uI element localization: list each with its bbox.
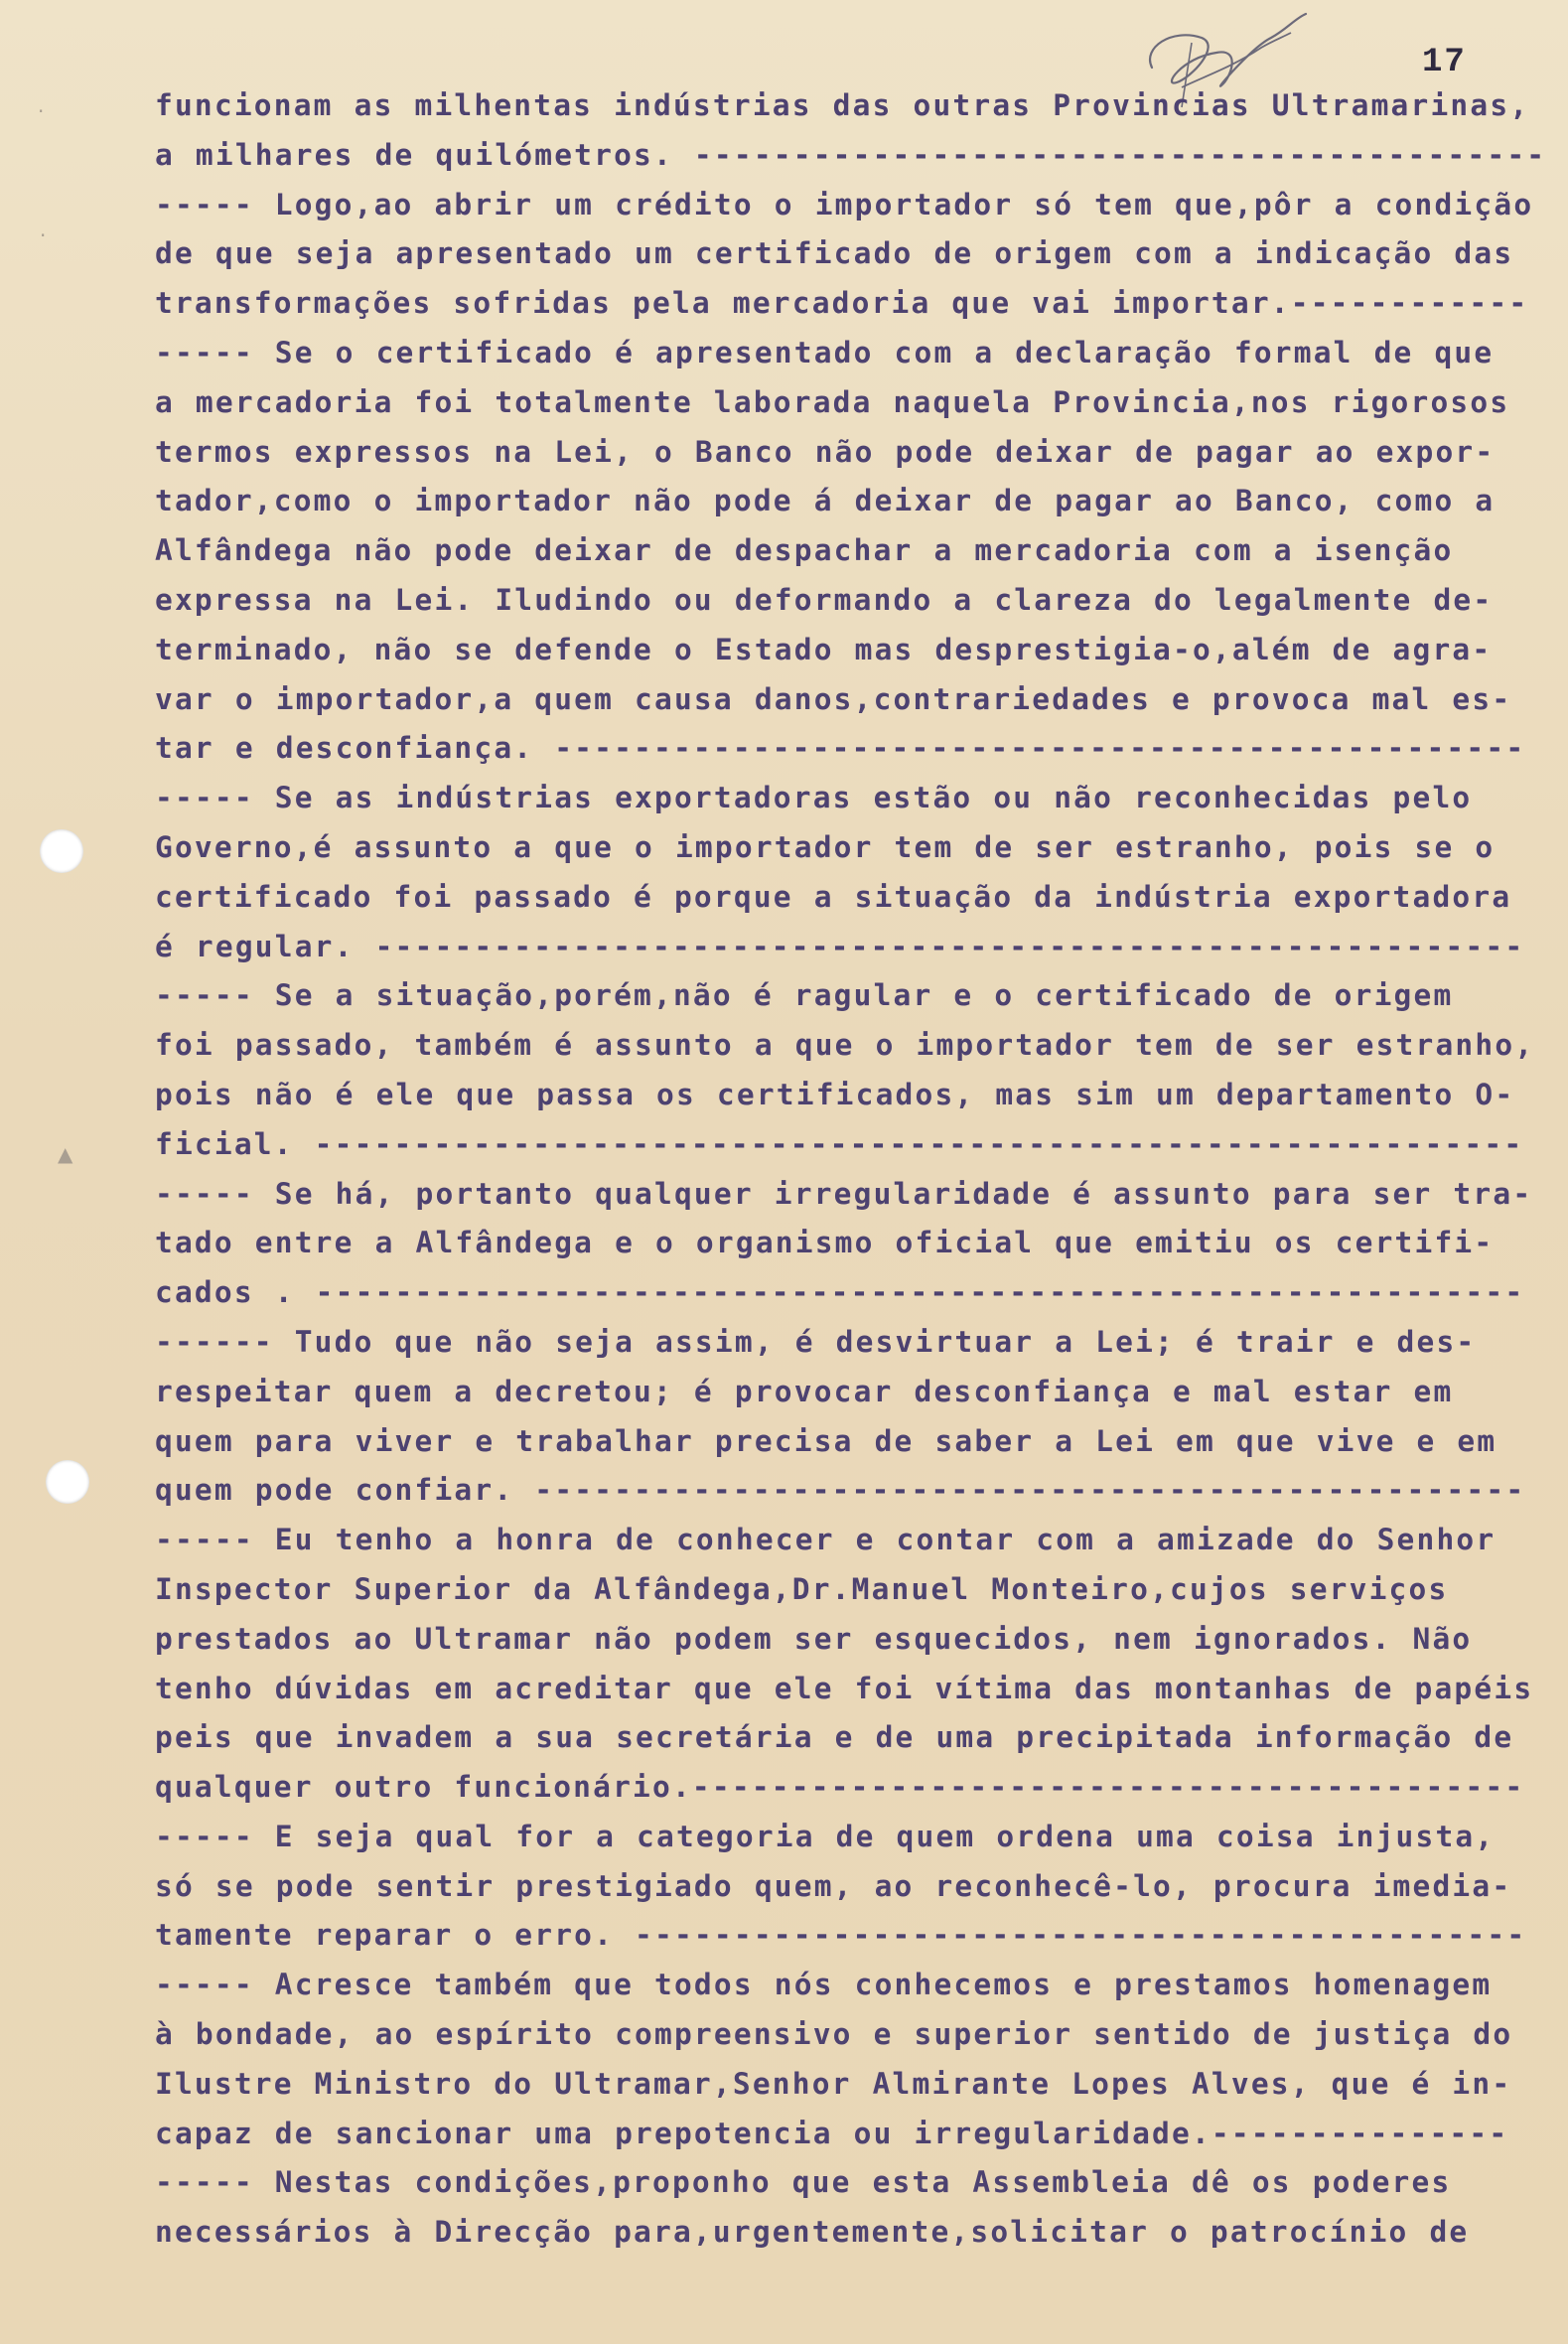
text-line: Ilustre Ministro do Ultramar,Senhor Almirante Lopes Alves, que é in- bbox=[155, 2066, 1512, 2101]
text-line: foi passado, também é assunto a que o importador tem de ser estranho, bbox=[155, 1028, 1535, 1063]
text-line: tenho dúvidas em acreditar que ele foi vítima das montanhas de papéis bbox=[155, 1671, 1534, 1705]
text-line: expressa na Lei. Iludindo ou deformando a clareza do legalmente de- bbox=[155, 582, 1494, 617]
text-line: ----- Nestas condições,proponho que esta Assembleia dê os poderes bbox=[155, 2165, 1452, 2200]
punch-hole-bottom bbox=[46, 1460, 89, 1504]
text-line: a mercadoria foi totalmente laborada naquela Provincia,nos rigorosos bbox=[155, 384, 1510, 419]
punch-hole-top bbox=[40, 829, 83, 873]
document-body bbox=[155, 81, 1563, 2258]
text-line: ----- Se há, portanto qualquer irregularidade é assunto para ser tra- bbox=[155, 1176, 1533, 1211]
text-line: de que seja apresentado um certificado de origem com a indicação das bbox=[155, 236, 1514, 271]
text-line: a milhares de quilómetros. ------------------------------------------- bbox=[155, 137, 1547, 172]
text-line: só se pode sentir prestigiado quem, ao reconhecê-lo, procura imedia- bbox=[155, 1868, 1512, 1903]
text-line: quem pode confiar. -------------------------------------------------- bbox=[155, 1473, 1526, 1508]
text-line: prestados ao Ultramar não podem ser esquecidos, nem ignorados. Não bbox=[155, 1621, 1473, 1656]
text-line: termos expressos na Lei, o Banco não pode deixar de pagar ao expor- bbox=[155, 434, 1496, 469]
text-line: capaz de sancionar uma prepotencia ou irregularidade.--------------- bbox=[155, 2116, 1509, 2150]
text-line: pois não é ele que passa os certificados, mas sim um departamento O- bbox=[155, 1077, 1515, 1111]
text-line: Alfândega não pode deixar de despachar a mercadoria com a isenção bbox=[155, 533, 1454, 568]
margin-mark: · bbox=[38, 99, 45, 123]
text-line: cados . ------------------------------------------------------------- bbox=[155, 1275, 1525, 1310]
text-line: é regular. ---------------------------------------------------------- bbox=[155, 929, 1525, 963]
text-line: tamente reparar o erro. --------------------------------------------- bbox=[155, 1918, 1527, 1953]
text-line: terminado, não se defende o Estado mas desprestigia-o,além de agra- bbox=[155, 632, 1493, 666]
text-line: peis que invadem a sua secretária e de uma precipitada informação de bbox=[155, 1720, 1514, 1755]
text-line: var o importador,a quem causa danos,contrariedades e provoca mal es- bbox=[155, 681, 1512, 716]
text-line: tador,como o importador não pode á deixar de pagar ao Banco, como a bbox=[155, 484, 1496, 518]
text-line: quem para viver e trabalhar precisa de saber a Lei em que vive e em bbox=[155, 1423, 1497, 1458]
text-line: à bondade, ao espírito compreensivo e superior sentido de justiça do bbox=[155, 2017, 1513, 2052]
text-line: transformações sofridas pela mercadoria que vai importar.------------ bbox=[155, 286, 1529, 321]
text-line: tar e desconfiança. ------------------------------------------------- bbox=[155, 731, 1526, 766]
text-line: ----- Logo,ao abrir um crédito o importador só tem que,pôr a condição bbox=[155, 187, 1534, 221]
text-line: ----- Se o certificado é apresentado com a declaração formal de que bbox=[155, 335, 1495, 369]
text-line: ficial. ------------------------------------------------------------- bbox=[155, 1126, 1524, 1161]
text-line: funcionam as milhentas indústrias das outras Provincias Ultramarinas, bbox=[155, 88, 1530, 122]
text-line: ----- Se a situação,porém,não é ragular e o certificado de origem bbox=[155, 978, 1454, 1013]
text-line: tado entre a Alfândega e o organismo oficial que emitiu os certifi- bbox=[155, 1226, 1495, 1260]
text-line: ------ Tudo que não seja assim, é desvirtuar a Lei; é trair e des- bbox=[155, 1324, 1477, 1359]
text-line: necessários à Direcção para,urgentemente,solicitar o patrocínio de bbox=[155, 2215, 1470, 2250]
text-line: certificado foi passado é porque a situação da indústria exportadora bbox=[155, 879, 1512, 914]
text-line: ----- E seja qual for a categoria de quem ordena uma coisa injusta, bbox=[155, 1819, 1496, 1853]
text-line: Governo,é assunto a que o importador tem de ser estranho, pois se o bbox=[155, 829, 1496, 864]
text-line: qualquer outro funcionário.------------------------------------------ bbox=[155, 1770, 1525, 1805]
text-line: ----- Acresce também que todos nós conhecemos e prestamos homenagem bbox=[155, 1968, 1493, 2002]
text-line: ----- Eu tenho a honra de conhecer e contar com a amizade do Senhor bbox=[155, 1523, 1497, 1557]
text-line: Inspector Superior da Alfândega,Dr.Manuel Monteiro,cujos serviços bbox=[155, 1571, 1449, 1606]
page-number: 17 bbox=[1422, 44, 1467, 81]
text-line: ----- Se as indústrias exportadoras estão ou não reconhecidas pelo bbox=[155, 781, 1473, 815]
margin-mark: ▲ bbox=[58, 1142, 73, 1166]
margin-mark: · bbox=[40, 223, 47, 247]
text-line: respeitar quem a decretou; é provocar desconfiança e mal estar em bbox=[155, 1374, 1454, 1408]
